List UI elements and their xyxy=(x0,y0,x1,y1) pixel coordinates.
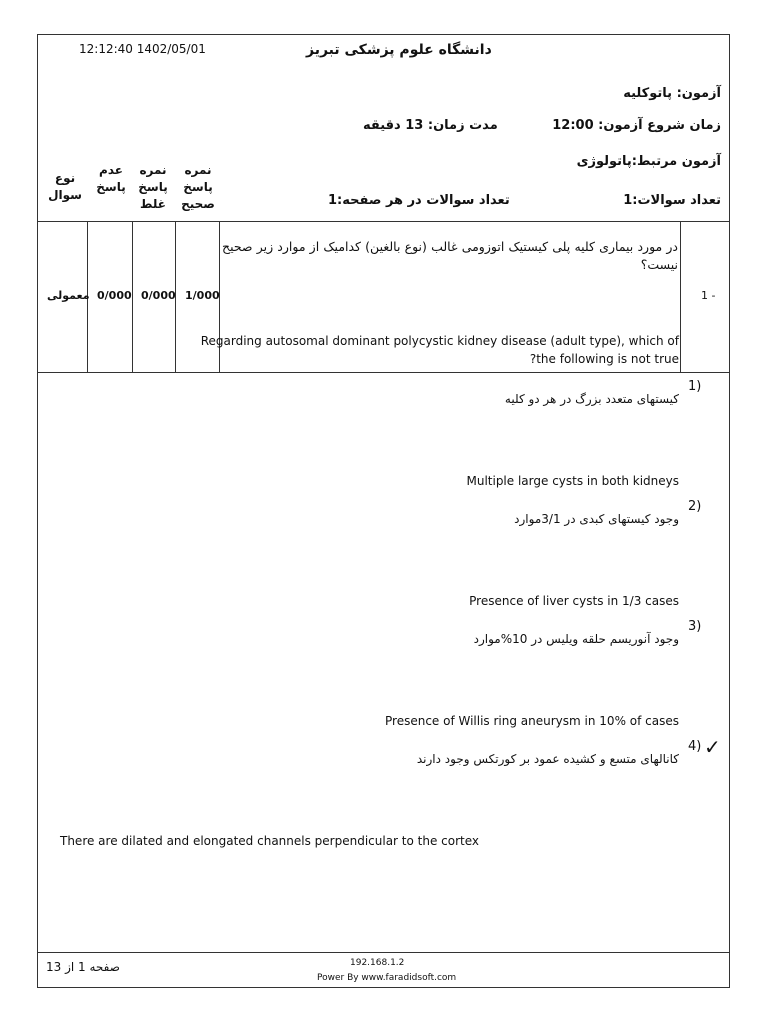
question-text-en-line1: Regarding autosomal dominant polycystic kidney disease (adult type), which of xyxy=(200,334,679,348)
question-type: معمولی xyxy=(47,289,90,302)
option-text-fa: وجود آنوریسم حلقه ویلیس در 10%موارد xyxy=(473,632,679,646)
option-number: 2) xyxy=(688,499,702,514)
table-top-border xyxy=(38,221,729,222)
exam-page xyxy=(37,34,730,988)
col-header-noanswer: عدم پاسخ xyxy=(96,163,126,194)
checkmark-icon: ✓ xyxy=(704,735,721,759)
col-divider xyxy=(680,221,681,372)
question-text-fa: در مورد بیماری کلیه پلی کیستیک اتوزومی غالب (نوع بالغین) کدامیک از موارد زیر صحیح نیست؟ xyxy=(222,239,678,272)
col-header-type: نوع سوال xyxy=(48,171,82,202)
question-count: تعداد سوالات:1 xyxy=(623,193,721,208)
option-number: 1) xyxy=(688,379,702,394)
option-number: 3) xyxy=(688,619,702,634)
option-text-en: Presence of Willis ring aneurysm in 10% of cases xyxy=(385,714,679,728)
powered-by: Power By www.faradidsoft.com xyxy=(317,973,457,983)
ip-address: 192.168.1.2 xyxy=(350,958,405,968)
question-text-en-line2: ?the following is not true xyxy=(529,352,679,366)
related-exam: آزمون مرتبط:پاتولوژی xyxy=(576,154,721,169)
questions-per-page: تعداد سوالات در هر صفحه:1 xyxy=(328,193,510,208)
page-indicator: صفحه 1 از 13 xyxy=(46,960,120,974)
footer-divider xyxy=(38,952,729,953)
university-title: دانشگاه علوم پزشکی تبریز xyxy=(306,42,492,58)
option-text-fa: کیستهای متعدد بزرگ در هر دو کلیه xyxy=(504,392,679,406)
score-wrong: 0/000 xyxy=(141,289,176,302)
option-number: 4) xyxy=(688,739,702,754)
score-noanswer: 0/000 xyxy=(97,289,132,302)
col-divider xyxy=(132,221,133,372)
exam-title: آزمون: پاتوکلیه xyxy=(623,86,721,101)
col-header-correct: نمره پاسخ صحیح xyxy=(181,163,215,211)
exam-start-time: زمان شروع آزمون: 12:00 xyxy=(552,118,721,133)
question-number: 1 - xyxy=(701,289,716,302)
table-bottom-border xyxy=(38,372,729,373)
score-correct: 1/000 xyxy=(185,289,220,302)
option-text-en: There are dilated and elongated channels perpendicular to the cortex xyxy=(60,834,480,848)
option-text-fa: کانالهای متسع و کشیده عمود بر کورتکس وجود دارند xyxy=(416,752,679,766)
exam-duration: مدت زمان: 13 دقیقه xyxy=(363,118,498,133)
col-header-wrong: نمره پاسخ غلط xyxy=(138,163,168,211)
option-text-en: Presence of liver cysts in 1/3 cases xyxy=(469,594,679,608)
option-text-en: Multiple large cysts in both kidneys xyxy=(466,474,679,488)
option-text-fa: وجود کیستهای کبدی در 3/1موارد xyxy=(514,512,679,526)
print-datetime: 12:12:40 1402/05/01 xyxy=(79,42,206,56)
